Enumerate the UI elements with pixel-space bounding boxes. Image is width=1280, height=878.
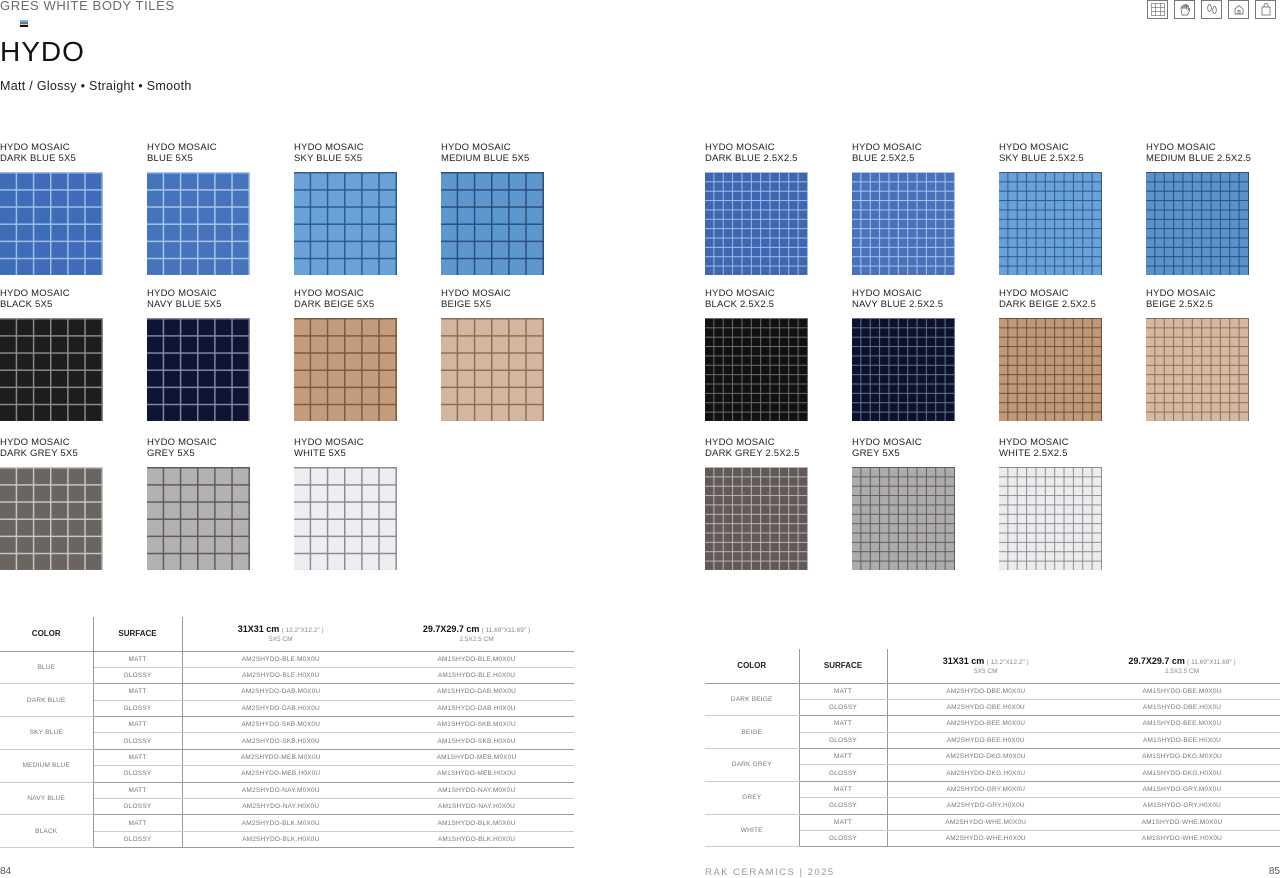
- shopping-bag-icon: [1255, 0, 1276, 19]
- tile-card: [441, 142, 545, 275]
- tile-swatch-image: [999, 172, 1102, 275]
- code-5x5-cell: AM2SHYDO-GRY.H0X0U: [887, 798, 1084, 814]
- tile-card: [852, 437, 956, 570]
- surface-cell: MATT: [799, 716, 887, 732]
- tile-name-line1: HYDO MOSAIC: [705, 142, 775, 153]
- tile-name-line1: HYDO MOSAIC: [147, 437, 217, 448]
- tile-name-line2: DARK BLUE 2.5X2.5: [705, 153, 798, 164]
- surface-cell: GLOSSY: [93, 667, 182, 683]
- surface-cell: MATT: [799, 683, 887, 699]
- table-row: [705, 814, 1280, 830]
- surface-cell: MATT: [799, 814, 887, 830]
- tile-name-line2: GREY 5X5: [852, 448, 900, 459]
- code-2.5x2.5-cell: AM1SHYDO-DKG.M0X0U: [1084, 749, 1280, 765]
- col-header-surface: SURFACE: [93, 617, 182, 651]
- tile-name-line2: SKY BLUE 5X5: [294, 153, 363, 164]
- tile-swatch-image: [294, 318, 397, 421]
- hand-icon: [1174, 0, 1195, 19]
- color-cell: DARK GREY: [705, 749, 799, 782]
- surface-cell: GLOSSY: [799, 765, 887, 781]
- tile-card: [147, 288, 251, 421]
- tile-name-line2: MEDIUM BLUE 2.5X2.5: [1146, 153, 1252, 164]
- color-cell: GREY: [705, 781, 799, 814]
- color-cell: MEDIUM BLUE: [0, 749, 93, 782]
- tile-name-line2: BLUE 5X5: [147, 153, 193, 164]
- code-2.5x2.5-cell: AM1SHYDO-BEE.M0X0U: [1084, 716, 1280, 732]
- tile-card: [852, 142, 956, 275]
- surface-cell: GLOSSY: [799, 831, 887, 847]
- code-5x5-cell: AM2SHYDO-BLK.M0X0U: [182, 815, 379, 831]
- surface-cell: MATT: [93, 684, 182, 700]
- table-row: [0, 717, 574, 733]
- col-header-color: COLOR: [0, 617, 93, 651]
- size-sub: 5X5 CM: [974, 668, 998, 676]
- tile-card: [0, 437, 104, 570]
- code-2.5x2.5-cell: AM1SHYDO-DBE.H0X0U: [1084, 699, 1280, 715]
- tile-card: [852, 288, 956, 421]
- tile-card: [705, 288, 809, 421]
- surface-cell: MATT: [799, 749, 887, 765]
- code-2.5x2.5-cell: AM1SHYDO-DBE.M0X0U: [1084, 683, 1280, 699]
- tile-name-line2: NAVY BLUE 2.5X2.5: [852, 299, 944, 310]
- size-main: 29.7X29.7 cm: [422, 624, 480, 635]
- tile-name-line1: HYDO MOSAIC: [999, 288, 1069, 299]
- surface-cell: MATT: [93, 782, 182, 798]
- tile-swatch-image: [1146, 172, 1249, 275]
- tile-swatch-image: [0, 467, 103, 570]
- code-2.5x2.5-cell: AM1SHYDO-DAB.M0X0U: [379, 684, 574, 700]
- code-2.5x2.5-cell: AM1SHYDO-BLK.M0X0U: [379, 815, 574, 831]
- table-row: [0, 684, 574, 700]
- tile-name-line2: BLACK 2.5X2.5: [705, 299, 775, 310]
- table-row: [0, 815, 574, 831]
- tile-swatch-image: [294, 467, 397, 570]
- tile-card: [294, 142, 398, 275]
- code-5x5-cell: AM2SHYDO-BLE.H0X0U: [182, 667, 379, 683]
- col-header-color: COLOR: [705, 649, 799, 683]
- surface-cell: MATT: [93, 651, 182, 667]
- col-header-size-2.5x2.5: [1084, 649, 1280, 683]
- tile-swatch-image: [441, 318, 544, 421]
- col-header-surface: SURFACE: [799, 649, 887, 683]
- tile-swatch-image: [705, 318, 808, 421]
- code-2.5x2.5-cell: AM1SHYDO-DAB.H0X0U: [379, 700, 574, 716]
- usage-icons: [1147, 0, 1276, 19]
- tile-card: [705, 142, 809, 275]
- color-cell: WHITE: [705, 814, 799, 847]
- surface-cell: GLOSSY: [93, 831, 182, 847]
- tile-card: [147, 437, 251, 570]
- tile-swatch-image: [705, 467, 808, 570]
- size-inch: ( 11.69"X11.69" ): [1187, 659, 1236, 667]
- code-5x5-cell: AM2SHYDO-BEE.M0X0U: [887, 716, 1084, 732]
- page-number-right: 85: [1268, 866, 1280, 877]
- size-sub: 2.5X2.5 CM: [459, 636, 494, 644]
- size-main: 31X31 cm: [942, 656, 985, 667]
- table-row: [705, 716, 1280, 732]
- tile-swatch-image: [147, 318, 250, 421]
- surface-cell: GLOSSY: [799, 699, 887, 715]
- code-2.5x2.5-cell: AM1SHYDO-SKB.M0X0U: [379, 717, 574, 733]
- tile-swatch-image: [147, 172, 250, 275]
- surface-cell: GLOSSY: [93, 766, 182, 782]
- tile-name-line2: WHITE 5X5: [294, 448, 346, 459]
- code-5x5-cell: AM2SHYDO-SKB.H0X0U: [182, 733, 379, 749]
- tile-name-line1: HYDO MOSAIC: [1146, 288, 1216, 299]
- color-cell: BEIGE: [705, 716, 799, 749]
- code-5x5-cell: AM2SHYDO-DBE.M0X0U: [887, 683, 1084, 699]
- tile-name-line2: DARK GREY 2.5X2.5: [705, 448, 800, 459]
- table-row: [0, 651, 574, 667]
- tile-swatch-image: [1146, 318, 1249, 421]
- tile-name-line2: DARK GREY 5X5: [0, 448, 78, 459]
- right-spec-table: [705, 649, 1280, 847]
- tile-card: [1146, 288, 1250, 421]
- size-inch: ( 12.2"X12.2" ): [986, 659, 1029, 667]
- col-header-size-5x5: [182, 617, 379, 651]
- tile-name-line2: MEDIUM BLUE 5X5: [441, 153, 530, 164]
- tile-name-line1: HYDO MOSAIC: [852, 437, 922, 448]
- col-header-size-2.5x2.5: [379, 617, 574, 651]
- code-2.5x2.5-cell: AM1SHYDO-BLE.H0X0U: [379, 667, 574, 683]
- code-2.5x2.5-cell: AM1SHYDO-NAY.H0X0U: [379, 799, 574, 815]
- tile-swatch-image: [294, 172, 397, 275]
- house-icon: [1228, 0, 1249, 19]
- surface-cell: GLOSSY: [93, 733, 182, 749]
- color-cell: NAVY BLUE: [0, 782, 93, 815]
- code-2.5x2.5-cell: AM1SHYDO-GRY.M0X0U: [1084, 781, 1280, 797]
- code-2.5x2.5-cell: AM1SHYDO-SKB.H0X0U: [379, 733, 574, 749]
- tile-name-line1: HYDO MOSAIC: [0, 142, 70, 153]
- code-5x5-cell: AM2SHYDO-NAY.H0X0U: [182, 799, 379, 815]
- tile-name-line1: HYDO MOSAIC: [705, 437, 775, 448]
- surface-cell: GLOSSY: [93, 700, 182, 716]
- footprints-icon: [1201, 0, 1222, 19]
- size-main: 29.7X29.7 cm: [1128, 656, 1185, 667]
- tile-card: [441, 288, 545, 421]
- surface-cell: MATT: [93, 815, 182, 831]
- tile-name-line1: HYDO MOSAIC: [852, 142, 922, 153]
- code-5x5-cell: AM2SHYDO-GRY.M0X0U: [887, 781, 1084, 797]
- code-2.5x2.5-cell: AM1SHYDO-BEE.H0X0U: [1084, 732, 1280, 748]
- tile-name-line1: HYDO MOSAIC: [0, 288, 70, 299]
- tile-name-line2: BEIGE 5X5: [441, 299, 492, 310]
- left-spec-table: [0, 617, 574, 848]
- size-inch: ( 11.69"X11.69" ): [481, 627, 531, 635]
- tile-swatch-image: [999, 318, 1102, 421]
- code-5x5-cell: AM2SHYDO-BLK.H0X0U: [182, 831, 379, 847]
- tile-card: [1146, 142, 1250, 275]
- code-5x5-cell: AM2SHYDO-DBE.H0X0U: [887, 699, 1084, 715]
- surface-cell: GLOSSY: [799, 798, 887, 814]
- code-5x5-cell: AM2SHYDO-NAY.M0X0U: [182, 782, 379, 798]
- tile-name-line1: HYDO MOSAIC: [999, 142, 1069, 153]
- collection-subtitle: Matt / Glossy • Straight • Smooth: [0, 79, 192, 93]
- tile-swatch-image: [441, 172, 544, 275]
- tile-card: [999, 142, 1103, 275]
- code-5x5-cell: AM2SHYDO-DAB.H0X0U: [182, 700, 379, 716]
- tile-name-line1: HYDO MOSAIC: [147, 142, 217, 153]
- code-5x5-cell: AM2SHYDO-WHE.M0X0U: [887, 814, 1084, 830]
- tile-card: [147, 142, 251, 275]
- tile-card: [294, 288, 398, 421]
- tile-name-line1: HYDO MOSAIC: [294, 142, 364, 153]
- tile-card: [0, 288, 104, 421]
- tile-card: [294, 437, 398, 570]
- size-sub: 5X5 CM: [269, 636, 293, 644]
- surface-cell: MATT: [93, 749, 182, 765]
- tile-card: [705, 437, 809, 570]
- tile-name-line2: DARK BEIGE 5X5: [294, 299, 375, 310]
- tile-name-line1: HYDO MOSAIC: [0, 437, 70, 448]
- page-number-left: 84: [0, 866, 12, 877]
- tile-card: [0, 142, 104, 275]
- code-5x5-cell: AM2SHYDO-BLE.M0X0U: [182, 651, 379, 667]
- color-cell: SKY BLUE: [0, 717, 93, 750]
- color-flag-icon: [20, 20, 28, 27]
- tile-swatch-image: [999, 467, 1102, 570]
- tile-name-line1: HYDO MOSAIC: [852, 288, 922, 299]
- tile-swatch-image: [705, 172, 808, 275]
- color-cell: BLACK: [0, 815, 93, 848]
- code-5x5-cell: AM2SHYDO-MEB.H0X0U: [182, 766, 379, 782]
- tile-name-line2: SKY BLUE 2.5X2.5: [999, 153, 1084, 164]
- tile-name-line2: NAVY BLUE 5X5: [147, 299, 222, 310]
- tile-card: [999, 288, 1103, 421]
- code-2.5x2.5-cell: AM1SHYDO-DKG.H0X0U: [1084, 765, 1280, 781]
- tile-name-line2: BEIGE 2.5X2.5: [1146, 299, 1214, 310]
- tile-name-line2: DARK BEIGE 2.5X2.5: [999, 299, 1097, 310]
- footer-brand: RAK CERAMICS | 2025: [705, 867, 835, 878]
- tile-name-line2: GREY 5X5: [147, 448, 195, 459]
- table-row: [0, 782, 574, 798]
- code-2.5x2.5-cell: AM1SHYDO-MEB.H0X0U: [379, 766, 574, 782]
- tile-swatch-image: [852, 172, 955, 275]
- flag-stripe: [20, 25, 28, 27]
- tile-swatch-image: [852, 467, 955, 570]
- code-5x5-cell: AM2SHYDO-SKB.M0X0U: [182, 717, 379, 733]
- wall-grid-icon: [1147, 0, 1168, 19]
- color-cell: DARK BLUE: [0, 684, 93, 717]
- table-row: [0, 749, 574, 765]
- code-2.5x2.5-cell: AM1SHYDO-NAY.M0X0U: [379, 782, 574, 798]
- tile-name-line2: DARK BLUE 5X5: [0, 153, 76, 164]
- collection-title: HYDO: [0, 36, 85, 67]
- tile-card: [999, 437, 1103, 570]
- series-label: GRES WHITE BODY TILES: [0, 0, 175, 13]
- size-sub: 2.5X2.5 CM: [1164, 668, 1200, 676]
- table-row: [705, 683, 1280, 699]
- size-main: 31X31 cm: [237, 624, 280, 635]
- color-cell: BLUE: [0, 651, 93, 684]
- surface-cell: MATT: [799, 781, 887, 797]
- tile-swatch-image: [147, 467, 250, 570]
- size-inch: ( 12.2"X12.2" ): [281, 627, 324, 635]
- tile-name-line2: BLUE 2.5X2.5: [852, 153, 915, 164]
- code-2.5x2.5-cell: AM1SHYDO-BLK.H0X0U: [379, 831, 574, 847]
- code-2.5x2.5-cell: AM1SHYDO-BLE.M0X0U: [379, 651, 574, 667]
- tile-name-line1: HYDO MOSAIC: [147, 288, 217, 299]
- surface-cell: GLOSSY: [799, 732, 887, 748]
- color-cell: DARK BEIGE: [705, 683, 799, 716]
- tile-name-line2: BLACK 5X5: [0, 299, 53, 310]
- tile-name-line1: HYDO MOSAIC: [999, 437, 1069, 448]
- tile-name-line1: HYDO MOSAIC: [294, 437, 364, 448]
- tile-name-line2: WHITE 2.5X2.5: [999, 448, 1068, 459]
- col-header-size-5x5: [887, 649, 1084, 683]
- surface-cell: MATT: [93, 717, 182, 733]
- code-5x5-cell: AM2SHYDO-BEE.H0X0U: [887, 732, 1084, 748]
- tile-name-line1: HYDO MOSAIC: [294, 288, 364, 299]
- code-5x5-cell: AM2SHYDO-WHE.H0X0U: [887, 831, 1084, 847]
- code-2.5x2.5-cell: AM1SHYDO-WHE.M0X0U: [1084, 814, 1280, 830]
- tile-name-line1: HYDO MOSAIC: [441, 288, 511, 299]
- table-header-row: [0, 617, 574, 651]
- tile-name-line1: HYDO MOSAIC: [705, 288, 775, 299]
- code-5x5-cell: AM2SHYDO-DAB.M0X0U: [182, 684, 379, 700]
- tile-name-line1: HYDO MOSAIC: [441, 142, 511, 153]
- code-5x5-cell: AM2SHYDO-DKG.H0X0U: [887, 765, 1084, 781]
- tile-swatch-image: [0, 318, 103, 421]
- table-row: [705, 749, 1280, 765]
- tile-name-line1: HYDO MOSAIC: [1146, 142, 1216, 153]
- surface-cell: GLOSSY: [93, 799, 182, 815]
- code-5x5-cell: AM2SHYDO-MEB.M0X0U: [182, 749, 379, 765]
- tile-swatch-image: [0, 172, 103, 275]
- code-5x5-cell: AM2SHYDO-DKG.M0X0U: [887, 749, 1084, 765]
- code-2.5x2.5-cell: AM1SHYDO-WHE.H0X0U: [1084, 831, 1280, 847]
- table-header-row: [705, 649, 1280, 683]
- code-2.5x2.5-cell: AM1SHYDO-MEB.M0X0U: [379, 749, 574, 765]
- tile-swatch-image: [852, 318, 955, 421]
- code-2.5x2.5-cell: AM1SHYDO-GRY.H0X0U: [1084, 798, 1280, 814]
- table-row: [705, 781, 1280, 797]
